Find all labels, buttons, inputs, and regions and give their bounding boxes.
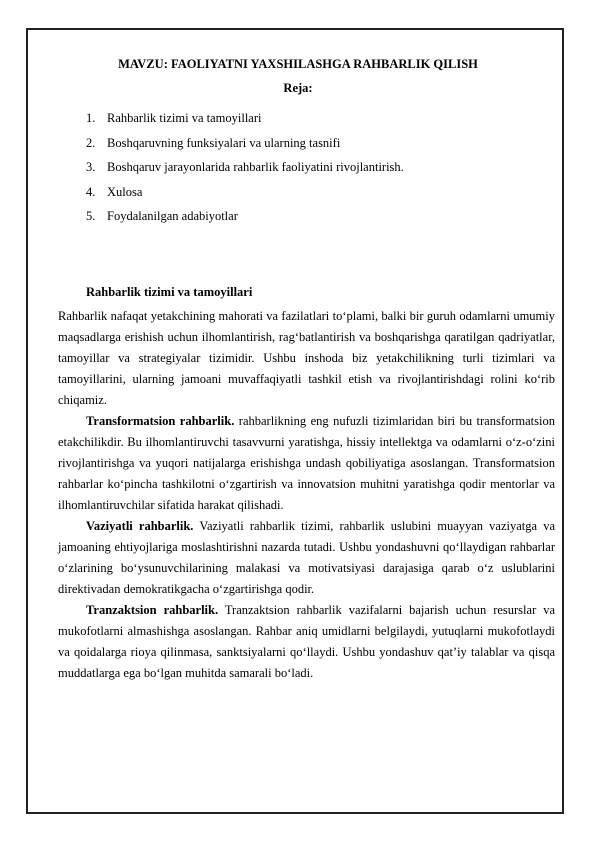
paragraph-text: Tranzaktsion rahbarlik vazifalarni bajarish uchun resurslar va mukofotlarni almashishga asoslangan. Rahbar aniq umidlarni belgilaydi, yutuqlarni mukofotlaydi va qoidalarga rioya qilinmasa, sanktsiyalarni qo‘llaydi. Ushbu yondashuv qat’iy talablar va qisqa muddatlarga ega bo‘lgan muhitda samarali bo‘ladi. (58, 603, 555, 680)
plan-item (86, 110, 404, 135)
paragraph (58, 600, 555, 684)
paragraph-text: Rahbarlik nafaqat yetakchining mahorati va fazilatlari to‘plami, balki bir guruh odamlarni umumiy maqsadlarga erishish uchun ilhomlantirish, rag‘batlantirish va boshqarishga qaratilgan qadriyatlar, tamoyillar va strategiyalar tizimidir. Ushbu inshoda biz yetakchilikning turli tizimlari va tamoyillarini, ularning jamoani muvaffaqiyatli tashkil etish va rivojlantirishdagi rolini ko‘rib chiqamiz. (58, 309, 555, 407)
paragraph (58, 306, 555, 411)
plan-item-text: Boshqaruvning funksiyalari va ularning tasnifi (107, 135, 341, 150)
plan-item-number: 1. (86, 111, 96, 125)
plan-item (86, 135, 404, 160)
plan-item-number: 3. (86, 160, 96, 174)
plan-item (86, 159, 404, 184)
paragraph (58, 516, 555, 600)
paragraph-lead: Tranzaktsion rahbarlik. (86, 603, 219, 617)
plan-item-text: Foydalanilgan adabiyotlar (107, 209, 238, 223)
paragraph-text: rahbarlikning eng nufuzli tizimlaridan biri bu transformatsion etakchilikdir. Bu ilhomlantiruvchi tasavvurni yaratishga, hissiy intellektga va odamlarni o‘z-o‘zini rivojlantirishga va yuqori natijalarga erishishga undash qobiliyatiga asoslangan. Transformatsion rahbarlar ko‘pincha tashkilotni o‘zgartirish va innovatsion muhitni yaratishga qodir mentorlar va ilhomlantiruvchilar sifatida harakat qilishadi. (58, 414, 555, 512)
body-text (58, 306, 555, 684)
plan-item (86, 208, 404, 233)
plan-item-text: Boshqaruv jarayonlarida rahbarlik faoliyatini rivojlantirish. (107, 160, 404, 174)
plan-item-text: Rahbarlik tizimi va tamoyillari (107, 111, 262, 125)
document-title: MAVZU: FAOLIYATNI YAXSHILASHGA RAHBARLIK QILISH (118, 57, 478, 71)
plan-item-number: 5. (86, 209, 96, 223)
plan-item-text: Xulosa (107, 184, 143, 199)
section-heading: Rahbarlik tizimi va tamoyillari (86, 285, 253, 299)
paragraph-text: Vaziyatli rahbarlik tizimi, rahbarlik uslubini muayyan vaziyatga va jamoaning ehtiyojlariga moslashtirishni nazarda tutadi. Ushbu yondashuvni qo‘llaydigan rahbarlar o‘zlarining bo‘ysunuvchilarining malakasi va motivatsiyasi darajasiga qarab o‘z uslublarini direktivadan demokratikgacha o‘zgartirishga qodir. (58, 519, 555, 596)
paragraph-lead: Vaziyatli rahbarlik. (86, 519, 194, 533)
plan-list (86, 110, 404, 233)
paragraph-lead: Transformatsion rahbarlik. (86, 414, 235, 428)
plan-item-number: 4. (86, 184, 96, 199)
plan-item (86, 184, 404, 209)
plan-heading: Reja: (283, 81, 313, 95)
paragraph (58, 411, 555, 516)
plan-item-number: 2. (86, 135, 96, 150)
